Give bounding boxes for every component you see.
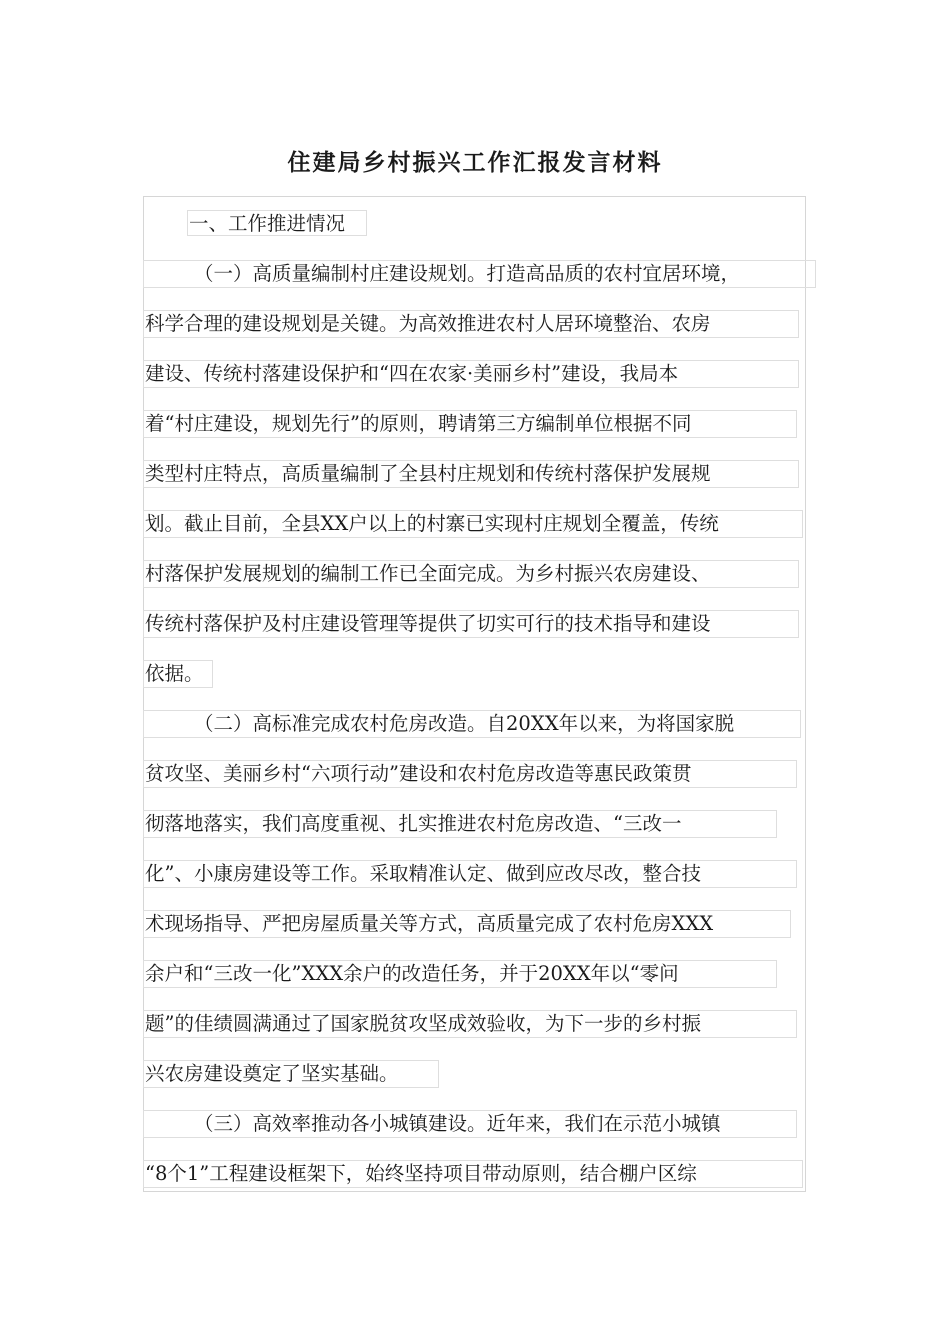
text-frame (143, 196, 806, 1192)
text-line: “8个1”工程建设框架下，始终坚持项目带动原则，结合棚户区综 (143, 1160, 803, 1188)
text-line: （二）高标准完成农村危房改造。自20XX年以来，为将国家脱 (143, 710, 801, 738)
text-line: 彻落地落实，我们高度重视、扎实推进农村危房改造、“三改一 (143, 810, 777, 838)
text-line: 兴农房建设奠定了坚实基础。 (143, 1060, 439, 1088)
text-line: 传统村落保护及村庄建设管理等提供了切实可行的技术指导和建设 (143, 610, 799, 638)
text-line: （一）高质量编制村庄建设规划。打造高品质的农村宜居环境， (143, 260, 816, 288)
text-line: 余户和“三改一化”XXX余户的改造任务，并于20XX年以“零问 (143, 960, 777, 988)
section-heading: 一、工作推进情况 (187, 210, 367, 236)
text-line: 依据。 (143, 660, 213, 688)
text-line: 化”、小康房建设等工作。采取精准认定、做到应改尽改，整合技 (143, 860, 797, 888)
text-line: 建设、传统村落建设保护和“四在农家·美丽乡村”建设，我局本 (143, 360, 799, 388)
text-line: 着“村庄建设，规划先行”的原则，聘请第三方编制单位根据不同 (143, 410, 797, 438)
text-line: 术现场指导、严把房屋质量关等方式，高质量完成了农村危房XXX (143, 910, 791, 938)
text-line: 村落保护发展规划的编制工作已全面完成。为乡村振兴农房建设、 (143, 560, 799, 588)
text-line: （三）高效率推动各小城镇建设。近年来，我们在示范小城镇 (143, 1110, 797, 1138)
text-line: 划。截止目前，全县XX户以上的村寨已实现村庄规划全覆盖，传统 (143, 510, 803, 538)
page-title: 住建局乡村振兴工作汇报发言材料 (287, 149, 663, 176)
text-line: 类型村庄特点，高质量编制了全县村庄规划和传统村落保护发展规 (143, 460, 799, 488)
text-line: 贫攻坚、美丽乡村“六项行动”建设和农村危房改造等惠民政策贯 (143, 760, 797, 788)
text-line: 题”的佳绩圆满通过了国家脱贫攻坚成效验收，为下一步的乡村振 (143, 1010, 797, 1038)
text-line: 科学合理的建设规划是关键。为高效推进农村人居环境整治、农房 (143, 310, 799, 338)
